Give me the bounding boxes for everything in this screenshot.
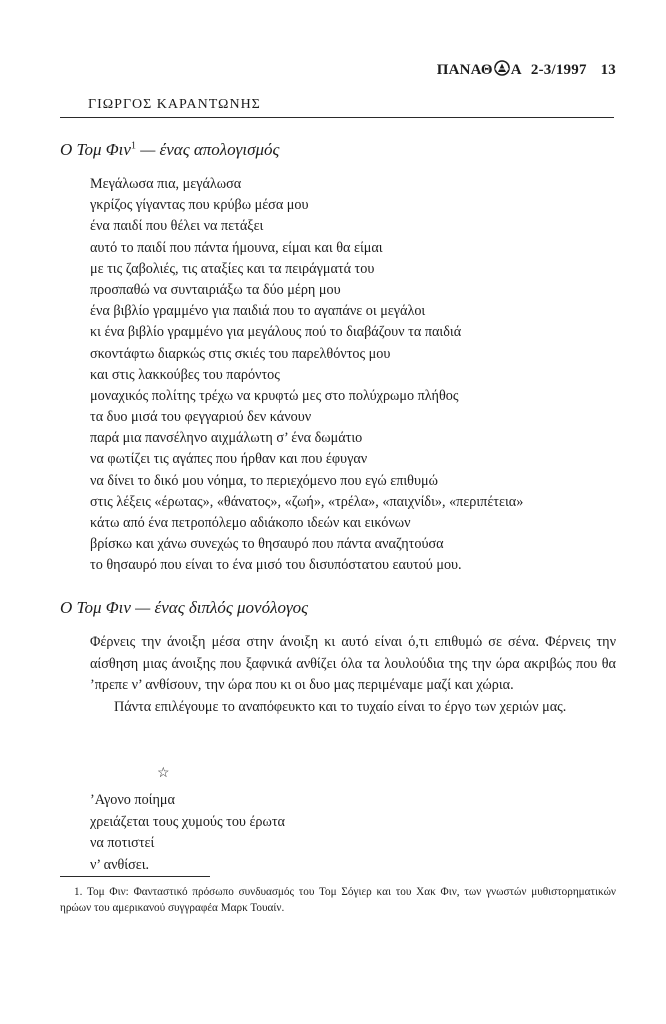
poem-line: αυτό το παιδί που πάντα ήμουνα, είμαι και θα είμαι: [90, 239, 383, 256]
magazine-name-right: Α: [510, 62, 521, 78]
poem-line: προσπαθώ να συνταιριάξω τα δύο μέρη μου: [90, 281, 341, 298]
page-number: 13: [600, 62, 616, 78]
footnote-mark: 1: [130, 140, 136, 152]
poem-line: να φωτίζει τις αγάπες που ήρθαν και που έφυγαν: [90, 451, 368, 468]
page-header: [60, 60, 616, 80]
poem-1: [90, 174, 523, 577]
poem-line: με τις ζαβολιές, τις αταξίες και τα πειράγματά του: [90, 260, 375, 277]
poem-line: Μεγάλωσα πια, μεγάλωσα: [90, 176, 242, 192]
header-right: [437, 60, 616, 81]
title-main: Ο Τομ Φιν: [60, 140, 131, 159]
magazine-name-left: ΠΑΝΑΘ: [436, 62, 493, 78]
poem-line: παρά μια πανσέληνο αιχμάλωτη σ’ ένα δωμάτιο: [90, 430, 363, 447]
poem-line: χρειάζεται τους χυμούς του έρωτα: [90, 813, 285, 830]
title-rest: — ένας απολογισμός: [135, 140, 280, 159]
footnote-divider: [60, 876, 210, 877]
poem-line: κάτω από ένα πετροπόλεμο αδιάκοπο ιδεών και εικόνων: [90, 515, 411, 531]
poem-2: [90, 790, 285, 876]
section-title-1: [60, 140, 279, 160]
star-icon: ☆: [157, 766, 170, 781]
footnote: [60, 884, 616, 916]
footnote-text: 1. Τομ Φιν: Φανταστικό πρόσωπο συνδυασμός του Τομ Σόγιερ και του Χακ Φιν, των γνωστών μυθιστορηματικών ηρώων του αμερικανού συγγραφέα Μαρκ Τουαίν.: [60, 886, 616, 914]
poem-line: να δίνει το δικό μου νόημα, το περιεχόμενο που εγώ επιθυμώ: [90, 472, 438, 489]
author-name: ΓΙΩΡΓΟΣ ΚΑΡΑΝΤΩΝΗΣ: [88, 97, 261, 112]
header-divider: [60, 117, 614, 118]
poem-line: γκρίζος γίγαντας που κρύβω μέσα μου: [90, 197, 309, 214]
prose-block: [90, 632, 616, 718]
poem-line: ένα βιβλίο γραμμένο για παιδιά που το αγαπάνε οι μεγάλοι: [90, 303, 426, 320]
magazine-logo-icon: [494, 60, 510, 81]
poem-line: ένα παιδί που θέλει να πετάξει: [90, 218, 264, 235]
poem-line: ’Αγονο ποίημα: [90, 792, 175, 808]
poem-line: το θησαυρό που είναι το ένα μισό του δισυπόστατου εαυτού μου.: [90, 557, 462, 574]
poem-line: και στις λακκούβες του παρόντος: [90, 366, 280, 383]
poem-line: τα δυο μισά του φεγγαριού δεν κάνουν: [90, 409, 312, 426]
poem-line: μοναχικός πολίτης τρέχω να κρυφτώ μες στο πολύχρωμο πλήθος: [90, 387, 459, 404]
paragraph-1: Φέρνεις την άνοιξη μέσα στην άνοιξη κι αυτό είναι ό,τι επιθυμώ σε σένα. Φέρνεις την αίσθηση μιας άνοιξης που ξαφνικά ανθίζει όλα τα λουλούδια της την ώρα ακριβώς που θα ’πρεπε ν’ ανθίσουν, την ώρα που κι οι δυο μας περιμέναμε μαζί και χώρια.: [90, 634, 616, 693]
paragraph-2: Πάντα επιλέγουμε το αναπόφευκτο και το τυχαίο είναι το έργο των χεριών μας.: [114, 698, 567, 715]
poem-line: να ποτιστεί: [90, 835, 155, 851]
poem-line: κι ένα βιβλίο γραμμένο για μεγάλους πού το διαβάζουν τα παιδιά: [90, 324, 462, 341]
poem-line: βρίσκω και χάνω συνεχώς το θησαυρό που πάντα αναζητούσα: [90, 536, 444, 553]
poem-line: σκοντάφτω διαρκώς στις σκιές του παρελθόντος μου: [90, 345, 391, 362]
poem-line: στις λέξεις «έρωτας», «θάνατος», «ζωή», «τρέλα», «παιχνίδι», «περιπέτεια»: [90, 493, 524, 510]
section-title-2: Ο Τομ Φιν — ένας διπλός μονόλογος: [60, 598, 309, 617]
issue-number: 2-3/1997: [530, 62, 587, 78]
poem-line: ν’ ανθίσει.: [90, 856, 150, 873]
